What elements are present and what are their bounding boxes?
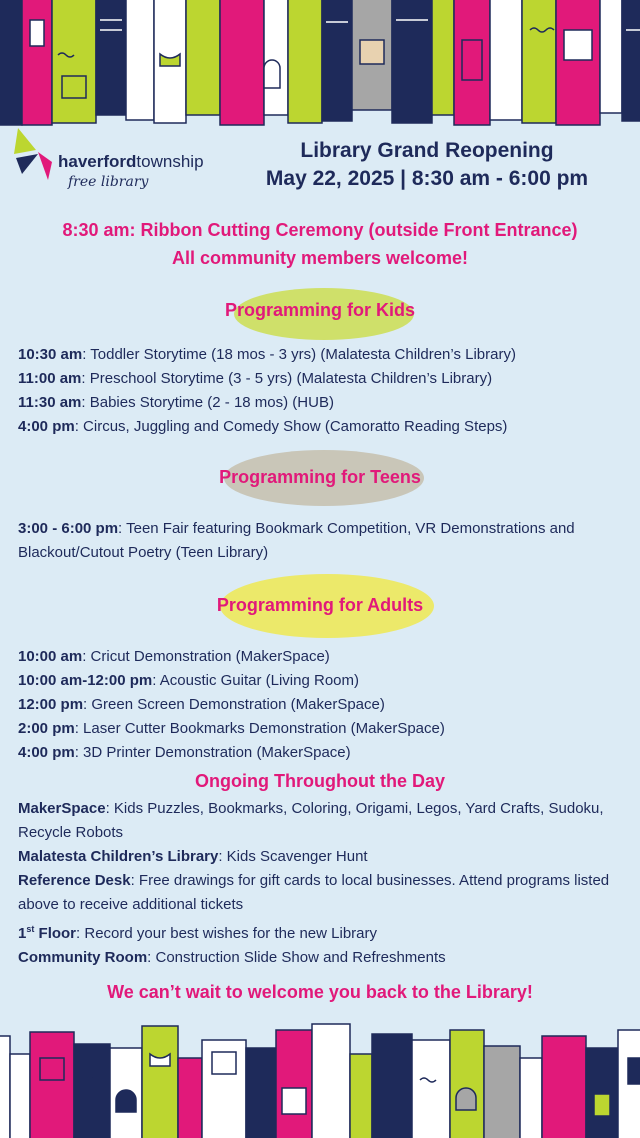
list-item: MakerSpace: Kids Puzzles, Bookmarks, Coloring, Origami, Legos, Yard Crafts, Sudoku, Recycle Robots bbox=[18, 800, 604, 841]
teens-schedule-list bbox=[18, 517, 578, 565]
ongoing-section-title: Ongoing Throughout the Day bbox=[195, 771, 445, 791]
list-item: Reference Desk: Free drawings for gift cards to local businesses. Attend programs listed above to receive additional tickets bbox=[18, 872, 610, 913]
list-item: 11:00 am: Preschool Storytime (3 - 5 yrs) (Malatesta Children’s Library) bbox=[18, 370, 493, 387]
list-item: 10:30 am: Toddler Storytime (18 mos - 3 yrs) (Malatesta Children’s Library) bbox=[18, 346, 516, 363]
top-bookshelf-illustration bbox=[0, 0, 640, 130]
teens-section-title: Programming for Teens bbox=[219, 467, 421, 487]
list-item: 4:00 pm: 3D Printer Demonstration (MakerSpace) bbox=[18, 744, 351, 761]
list-item: 10:00 am: Cricut Demonstration (MakerSpace) bbox=[18, 648, 330, 665]
list-item: Malatesta Children’s Library: Kids Scavenger Hunt bbox=[18, 848, 368, 865]
logo-chevron-icon bbox=[12, 124, 60, 184]
list-item: 11:30 am: Babies Storytime (2 - 18 mos) (HUB) bbox=[18, 394, 334, 411]
bottom-bookshelf-illustration bbox=[0, 1018, 640, 1138]
header bbox=[0, 122, 640, 202]
closing-message: We can’t wait to welcome you back to the Library! bbox=[107, 982, 533, 1002]
adults-section-title: Programming for Adults bbox=[216, 595, 424, 615]
list-item: Community Room: Construction Slide Show and Refreshments bbox=[18, 949, 446, 966]
event-title-block bbox=[222, 138, 632, 194]
list-item: 4:00 pm: Circus, Juggling and Comedy Show (Camoratto Reading Steps) bbox=[18, 418, 508, 435]
adults-schedule-list bbox=[18, 645, 634, 765]
event-title: Library Grand Reopening bbox=[300, 139, 554, 162]
list-item: 3:00 - 6:00 pm: Teen Fair featuring Bookmark Competition, VR Demonstrations and Blackout/Cutout Poetry (Teen Library) bbox=[18, 520, 575, 561]
list-item: 2:00 pm: Laser Cutter Bookmarks Demonstration (MakerSpace) bbox=[18, 720, 445, 737]
list-item: 10:00 am-12:00 pm: Acoustic Guitar (Living Room) bbox=[18, 672, 359, 689]
ribbon-line-1: 8:30 am: Ribbon Cutting Ceremony (outside Front Entrance) bbox=[62, 220, 578, 240]
event-date: May 22, 2025 | 8:30 am - 6:00 pm bbox=[265, 167, 589, 190]
ongoing-activities-list bbox=[18, 797, 624, 970]
library-logo[interactable] bbox=[12, 124, 222, 198]
ribbon-cutting-announcement bbox=[0, 216, 640, 272]
logo-subtitle: free library bbox=[68, 174, 149, 190]
logo-name: haverfordtownship bbox=[58, 152, 204, 171]
kids-schedule-list bbox=[18, 343, 634, 439]
ribbon-line-2: All community members welcome! bbox=[171, 248, 469, 268]
kids-section-title: Programming for Kids bbox=[224, 300, 416, 320]
list-item: 12:00 pm: Green Screen Demonstration (MakerSpace) bbox=[18, 696, 385, 713]
list-item: 1st Floor: Record your best wishes for the new Library bbox=[18, 924, 377, 942]
